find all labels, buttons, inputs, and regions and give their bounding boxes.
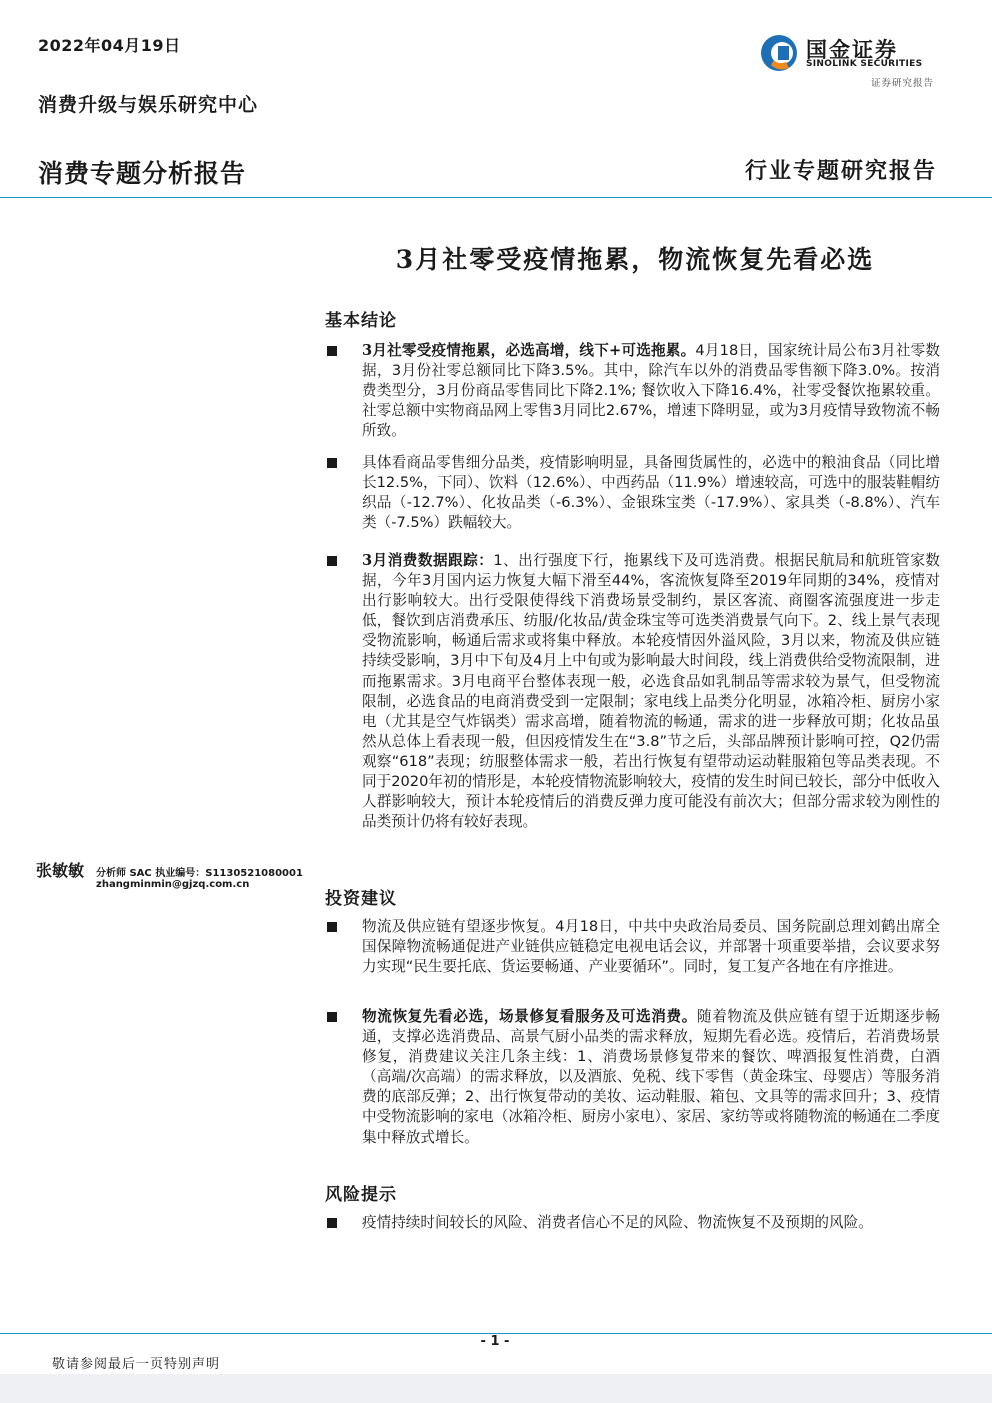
bullet-paragraph [325, 1007, 940, 1148]
bullet-text: 随着物流及供应链有望于近期逐步畅通，支撑必选消费品、高景气厨小品类的需求释放，短期先看必选。疫情后，若消费场景修复，消费建议关注几条主线：1、消费场景修复带来的餐饮、啤酒报复性消费，白酒（高端/次高端）的需求释放，以及酒旅、免税、线下零售（黄金珠宝、母婴店）等服务消费的底部反弹；2、出行恢复带动的美妆、运动鞋服、箱包、文具等的需求回升；3、疫情中受物流影响的家电（冰箱冷柜、厨房小家电）、家居、家纺等或将随物流的畅通在二季度集中释放式增长。 [362, 1008, 940, 1146]
bullet-lead: 3月社零受疫情拖累，必选高增，线下+可选拖累。 [362, 342, 696, 359]
section-heading-invest: 投资建议 [325, 889, 397, 909]
bullet-square-icon [327, 922, 337, 932]
bullet-text: 具体看商品零售细分品类，疫情影响明显，具备囤货属性的，必选中的粮油食品（同比增长12.5%，下同）、饮料（12.6%）、中西药品（11.9%）增速较高，可选中的服装鞋帽纺织品（-12.7%）、化妆品类（-6.3%）、金银珠宝类（-17.9%）、家具类（-8.8%）、汽车类（-7.5%）跌幅较大。 [362, 454, 940, 532]
bullet-square-icon [327, 556, 337, 566]
analyst-email[interactable]: zhangminmin@gjzq.com.cn [96, 879, 250, 890]
report-date: 2022年04月19日 [38, 36, 181, 55]
research-center: 消费升级与娱乐研究中心 [38, 94, 259, 116]
bullet-paragraph [325, 341, 940, 441]
section-heading-risk: 风险提示 [325, 1185, 397, 1205]
bullet-paragraph [325, 453, 940, 533]
report-type: 行业专题研究报告 [744, 158, 937, 184]
footer-disclaimer[interactable]: 敬请参阅最后一页特别声明 [52, 1357, 221, 1372]
bullet-lead: 物流恢复先看必选，场景修复看服务及可选消费。 [362, 1008, 697, 1025]
bullet-lead: 3月消费数据跟踪： [362, 552, 494, 569]
bullet-square-icon [327, 1218, 337, 1228]
section-heading-basic: 基本结论 [325, 311, 397, 331]
analyst-sac-number: 分析师 SAC 执业编号：S1130521080001 [96, 868, 303, 879]
bullet-text: 4月18日，国家统计局公布3月社零数据，3月份社零总额同比下降3.5%。其中，除汽车以外的消费品零售额下降3.0%。按消费类型分，3月份商品零售同比下降2.1%; 餐饮收入下降16.4%，社零受餐饮拖累较重。社零总额中实物商品网上零售3月同比2.67%，增速下降明显，或为3月疫情导致物流不畅所致。 [362, 342, 940, 440]
report-title: 3月社零受疫情拖累，物流恢复先看必选 [395, 245, 875, 274]
analyst-name: 张敏敏 [36, 861, 85, 880]
page-number: - 1 - [480, 1334, 510, 1349]
logo-name-cn: 国金证券 [806, 38, 898, 62]
bullet-text: 物流及供应链有望逐步恢复。4月18日，中共中央政治局委员、国务院副总理刘鹤出席全国保障物流畅通促进产业链供应链稳定电视电话会议，并部署十项重要举措，会议要求努力实现“民生要托底、货运要畅通、产业要循环”。同时，复工复产各地在有序推进。 [362, 918, 940, 976]
bullet-paragraph [325, 1213, 940, 1233]
logo-subtitle: 证券研究报告 [871, 78, 935, 89]
bullet-paragraph [325, 917, 940, 977]
footer-band [0, 1374, 992, 1403]
series-title: 消费专题分析报告 [38, 159, 247, 188]
bullet-text: 1、出行强度下行，拖累线下及可选消费。根据民航局和航班管家数据，今年3月国内运力恢复大幅下滑至44%，客流恢复降至2019年同期的34%，疫情对出行影响较大。出行受限使得线下消费场景受制约，景区客流、商圈客流强度进一步走低，餐饮到店消费承压、纺服/化妆品/黄金珠宝等可选类消费景气向下。2、线上景气表现受物流影响，畅通后需求或将集中释放。本轮疫情因外溢风险，3月以来，物流及供应链持续受影响，3月中下旬及4月上中旬或为影响最大时间段，线上消费供给受物流限制，进而拖累需求。3月电商平台整体表现一般，必选食品如乳制品等需求较为景气，但受物流限制，必选食品的电商消费受到一定限制；家电线上品类分化明显，冰箱冷柜、厨房小家电（尤其是空气炸锅类）需求高增，随着物流的畅通，需求的进一步释放可期；化妆品虽然从总体上看表现一般，但因疫情发生在“3.8”节之后，头部品牌预计影响可控，Q2仍需观察“618”表现；纺服整体需求一般，若出行恢复有望带动运动鞋服箱包等品类表现。不同于2020年初的情形是，本轮疫情物流影响较大，疫情的发生时间已较长，部分中低收入人群影响较大，预计本轮疫情后的消费反弹力度可能没有前次大；但部分需求较为刚性的品类预计仍将有较好表现。 [362, 552, 940, 831]
bullet-square-icon [327, 346, 337, 356]
logo-name-en: SINOLINK SECURITIES [806, 59, 923, 69]
bullet-square-icon [327, 1012, 337, 1022]
bullet-paragraph [325, 551, 940, 832]
header-divider [0, 197, 992, 198]
bullet-square-icon [327, 458, 337, 468]
bullet-text: 疫情持续时间较长的风险、消费者信心不足的风险、物流恢复不及预期的风险。 [362, 1214, 873, 1231]
